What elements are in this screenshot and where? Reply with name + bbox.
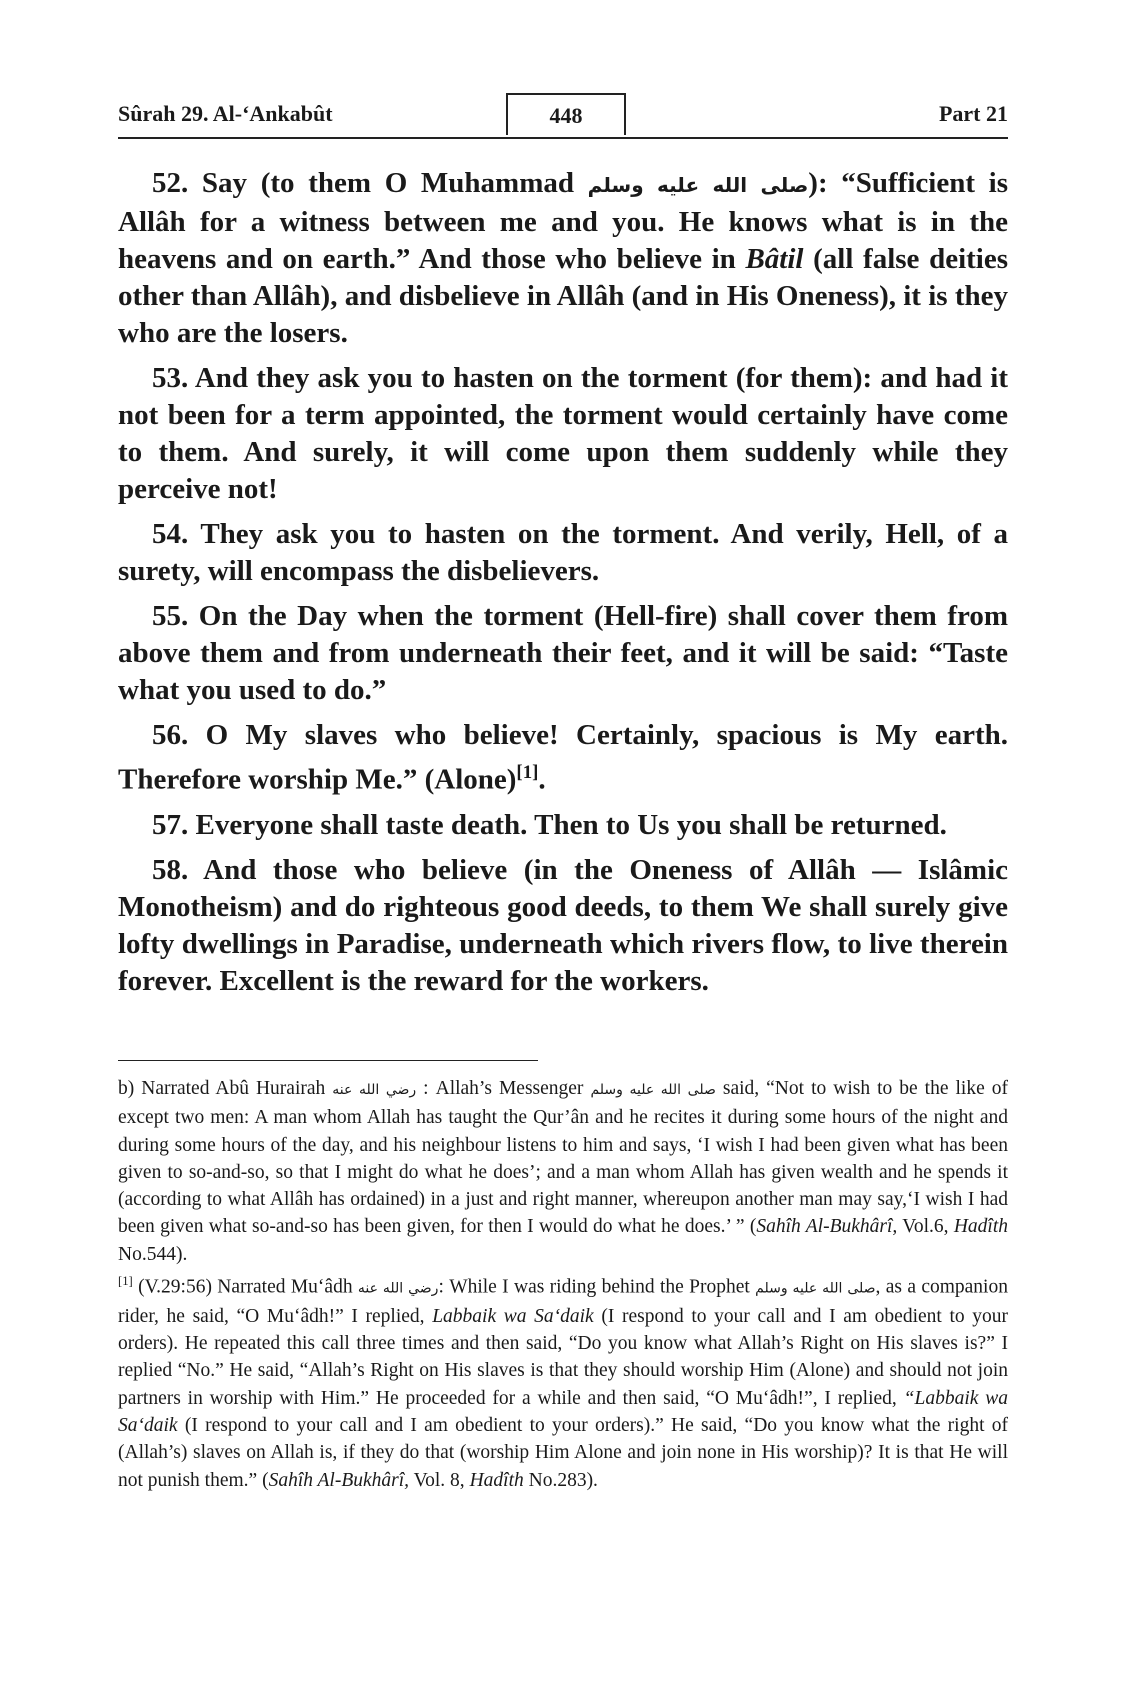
footnote-1-hadith: Hadîth xyxy=(469,1469,524,1491)
verse-52-batil: Bâtil xyxy=(745,243,804,275)
verse-56-text-a: 56. O My slaves who believe! Certainly, spacious is My earth. Therefore worship Me.” (Alone) xyxy=(118,719,1008,796)
verse-52 xyxy=(118,165,1008,352)
verse-52-arabic: صلى الله عليه وسلم xyxy=(587,173,809,197)
footnote-b-hadith: Hadîth xyxy=(953,1216,1008,1238)
verse-58: 58. And those who believe (in the Oneness of Allâh — Islâmic Monotheism) and do righteous good deeds, to them We shall surely give lofty dwellings in Paradise, underneath which rivers flow, to live therein forever. Excellent is the reward for the workers. xyxy=(118,853,1008,997)
verse-52-text-a: 52. Say (to them O Muhammad xyxy=(152,167,588,199)
footnote-1 xyxy=(118,1268,1008,1494)
page-header xyxy=(118,95,1008,139)
footnote-1-arabic-1: رضي الله عنه xyxy=(357,1280,439,1297)
verse-54: 54. They ask you to hasten on the torment. And verily, Hell, of a surety, will encompass the disbelievers. xyxy=(118,518,1008,587)
verse-52-text-b: ): “Sufficient is Allâh for a witness between me and you. He knows what is in the heavens and on earth.” And those who believe in xyxy=(118,167,1008,275)
footnote-b-text-3: said, “Not to wish to be the like of except two men: A man whom Allah has taught the Qur’ân and he recites it during some hours of the night and during some hours of the day, and his neighbour listens to him and says, ‘I wish I had been given what has been given to so-and-so, so that I might do what he does’; and a man whom Allah has given wealth and he spends it (according to what Allâh has ordained) in a just and right manner, whereupon another man may say,‘I wish I had been given what so-and-so has been given, for then I would do what he does.’ ” ( xyxy=(118,1078,1009,1238)
footnote-b-text-4: Vol.6, xyxy=(897,1216,954,1238)
footnote-1-text-6: Vol. 8, xyxy=(409,1469,470,1491)
footnote-1-text-3: , as a companion rider, he said, “O Mu‘âdh!” I replied, xyxy=(118,1276,1008,1327)
footnote-1-labbaik-1: Labbaik wa Sa‘daik xyxy=(432,1305,594,1327)
verse-57: 57. Everyone shall taste death. Then to Us you shall be returned. xyxy=(152,808,947,841)
footnote-1-ref: [1] xyxy=(118,1274,133,1289)
footnote-b xyxy=(118,1075,1008,1268)
footnote-b-text-1: b) Narrated Abû Hurairah xyxy=(118,1078,333,1099)
footnote-b-text-5: No.544). xyxy=(118,1243,188,1265)
footnote-1-text-4: (I respond to your call and I am obedient to your orders). He repeated this call three times and then said, “Do you know what Allah’s Right on His slaves is?” I replied “No.” He said, “Allah’s Right on His slaves is that they should worship Him (Alone) and should not join partners in worship with Him.” He proceeded for a while and then said, “O Mu‘âdh!”, I replied, xyxy=(118,1305,1008,1409)
footnote-1-text-5: (I respond to your call and I am obedient to your orders).” He said, “Do you know what the right of (Allah’s) slaves on Allah is, if they do that (worship Him Alone and join none in His worship)? It is that He will not punish them.” ( xyxy=(118,1415,1008,1491)
footnote-b-arabic-2: صلى الله عليه وسلم xyxy=(590,1082,716,1098)
surah-title: Sûrah 29. Al-‘Ankabût xyxy=(118,101,333,126)
verse-56-footnote-ref: [1] xyxy=(516,762,539,783)
footnote-1-text-1: (V.29:56) Narrated Mu‘âdh xyxy=(132,1276,358,1298)
page-number: 448 xyxy=(506,93,626,135)
verses-text xyxy=(118,165,1008,1008)
footnote-1-text-7: No.283). xyxy=(523,1469,598,1491)
verse-55: 55. On the Day when the torment (Hell-fire) shall cover them from above them and from underneath their feet, and it will be said: “Taste what you used to do.” xyxy=(118,600,1008,706)
verse-52-text-c: (all false deities other than Allâh), and disbelieve in Allâh (and in His Oneness), it is they who are the losers. xyxy=(118,243,1009,349)
part-label: Part 21 xyxy=(938,101,1008,126)
footnote-b-text-2: : Allah’s Messenger xyxy=(416,1078,591,1099)
footnote-1-text-2: : While I was riding behind the Prophet xyxy=(438,1276,756,1298)
footnote-divider xyxy=(118,1060,538,1061)
footnote-b-arabic-1: رضي الله عنه xyxy=(332,1082,417,1098)
verse-56 xyxy=(118,717,1008,799)
footnotes xyxy=(118,1075,1008,1494)
footnote-b-source: Sahîh Al-Bukhârî, xyxy=(756,1216,898,1238)
verse-56-text-b: . xyxy=(538,763,546,796)
verse-53: 53. And they ask you to hasten on the torment (for them): and had it not been for a term appointed, the torment would certainly have come to them. And surely, it will come upon them suddenly while they perceive not! xyxy=(118,362,1008,505)
footnote-1-labbaik-2: “Labbaik wa Sa‘daik xyxy=(118,1387,1008,1437)
footnote-1-source: Sahîh Al-Bukhârî, xyxy=(268,1469,410,1491)
footnote-1-arabic-2: صلى الله عليه وسلم xyxy=(755,1280,876,1297)
